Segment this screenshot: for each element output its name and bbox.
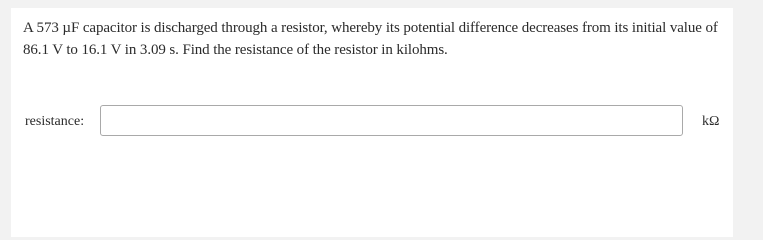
question-card [11, 8, 733, 237]
answer-row [11, 104, 733, 138]
unit-label: kΩ [702, 114, 720, 129]
resistance-label: resistance: [25, 114, 85, 129]
question-text: A 573 µF capacitor is discharged through a resistor, whereby its potential difference decreases from its initial value of 86.1 V to 16.1 V in 3.09 s. Find the resistance of the resistor in kilohms. [23, 20, 718, 58]
resistance-input[interactable] [100, 105, 683, 136]
